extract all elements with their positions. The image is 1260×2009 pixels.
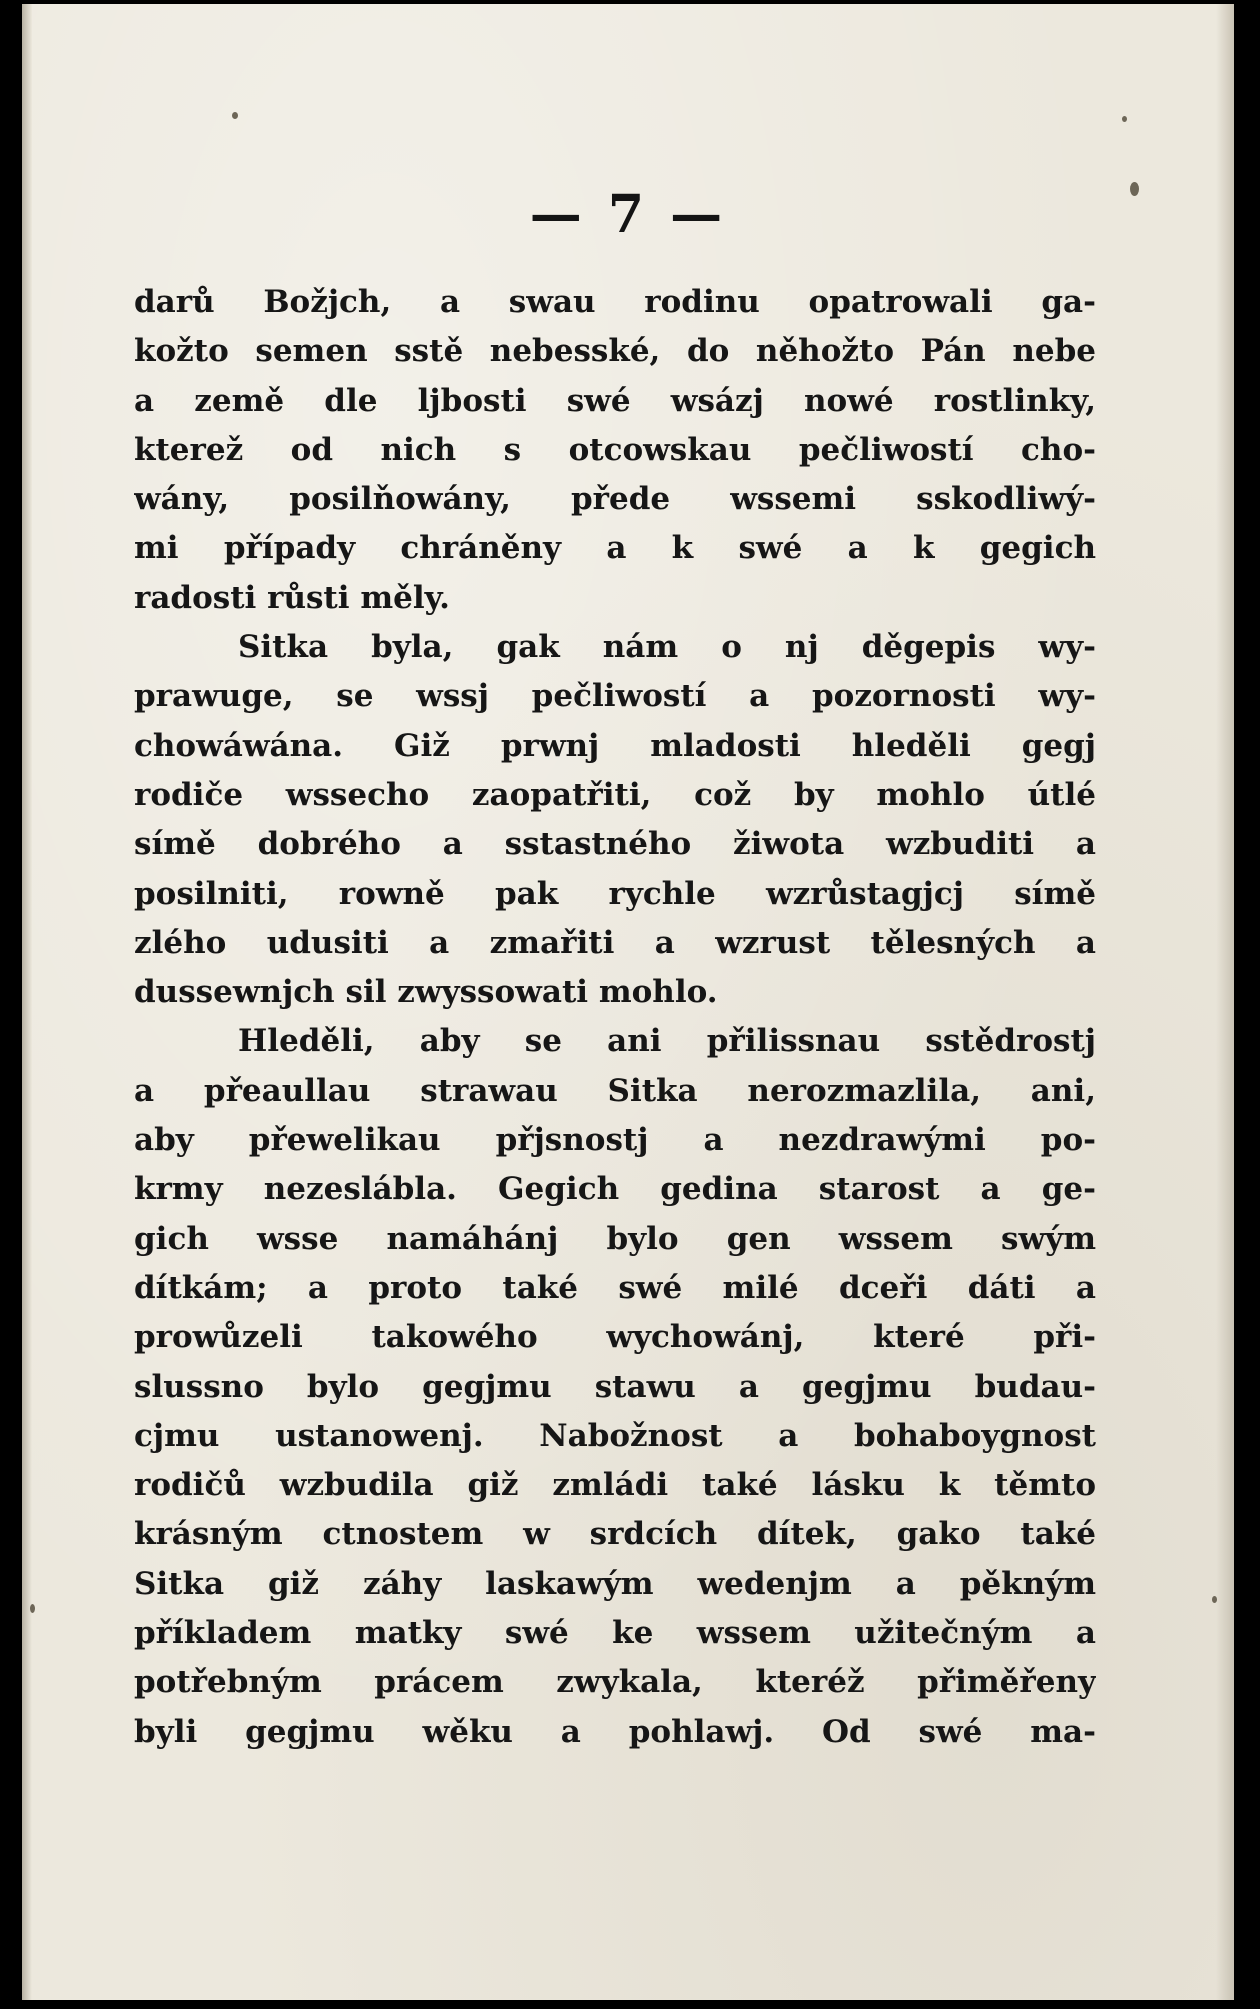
text-line: a země dle ljbosti swé wsázj nowé rostlinky, xyxy=(134,382,1096,419)
text-line: aby přewelikau přjsnostj a nezdrawými po- xyxy=(134,1122,1096,1159)
text-line: slussno bylo gegjmu stawu a gegjmu budau- xyxy=(134,1368,1096,1405)
text-line: rodiče wssecho zaopatřiti, což by mohlo útlé xyxy=(134,776,1096,813)
text-line: krmy nezeslábla. Gegich gedina starost a ge- xyxy=(134,1171,1096,1208)
book-page xyxy=(22,4,1234,2000)
paper-speck xyxy=(30,1604,35,1613)
text-line: rodičů wzbudila giž zmládi také lásku k těmto xyxy=(134,1467,1096,1504)
paper-speck xyxy=(1122,116,1127,122)
text-line: chowáwána. Giž prwnj mladosti hleděli gegj xyxy=(134,727,1096,764)
text-line: Hleděli, aby se ani přilissnau sstědrostj xyxy=(238,1023,1096,1060)
text-line: radosti růsti měly. xyxy=(134,579,450,616)
text-line: prowůzeli takowého wychowánj, které při- xyxy=(134,1319,1096,1356)
text-line: Sitka byla, gak nám o nj děgepis wy- xyxy=(238,629,1096,666)
text-line: dussewnjch sil zwyssowati mohlo. xyxy=(134,974,718,1011)
text-line: a přeaullau strawau Sitka nerozmazlila, ani, xyxy=(134,1072,1096,1109)
text-line: posilniti, rowně pak rychle wzrůstagjcj símě xyxy=(134,875,1096,912)
text-line: prawuge, se wssj pečliwostí a pozornosti wy- xyxy=(134,678,1096,715)
page-fold-shadow xyxy=(22,4,32,2000)
body-text xyxy=(134,278,1096,1757)
text-line: byli gegjmu wěku a pohlawj. Od swé ma- xyxy=(134,1713,1096,1750)
text-line: gich wsse namáhánj bylo gen wssem swým xyxy=(134,1220,1096,1257)
paper-speck xyxy=(1212,1596,1217,1603)
text-line: darů Božjch, a swau rodinu opatrowali ga- xyxy=(134,284,1096,320)
text-line: zlého udusiti a zmařiti a wzrust tělesných a xyxy=(134,924,1096,961)
text-line: příkladem matky swé ke wssem užitečným a xyxy=(134,1615,1096,1652)
text-line: mi případy chráněny a k swé a k gegich xyxy=(134,530,1096,567)
text-line: krásným ctnostem w srdcích dítek, gako také xyxy=(134,1516,1096,1553)
page-number: — 7 — xyxy=(529,184,727,245)
text-line: Sitka giž záhy laskawým wedenjm a pěkným xyxy=(134,1565,1096,1602)
text-line: dítkám; a proto také swé milé dceři dáti a xyxy=(134,1269,1096,1306)
page-edge-shadow xyxy=(1216,4,1234,2000)
text-line: potřebným prácem zwykala, kteréž přiměřeny xyxy=(134,1664,1096,1701)
text-line: kterež od nich s otcowskau pečliwostí cho- xyxy=(134,431,1096,468)
text-line: símě dobrého a sstastného žiwota wzbuditi a xyxy=(134,826,1096,863)
text-line: wány, posilňowány, přede wssemi sskodliwý- xyxy=(134,481,1096,518)
text-line: cjmu ustanowenj. Nabožnost a bohaboygnost xyxy=(134,1417,1096,1454)
paper-speck xyxy=(232,112,238,119)
text-line: kožto semen sstě nebesské, do něhožto Pán nebe xyxy=(134,333,1096,370)
